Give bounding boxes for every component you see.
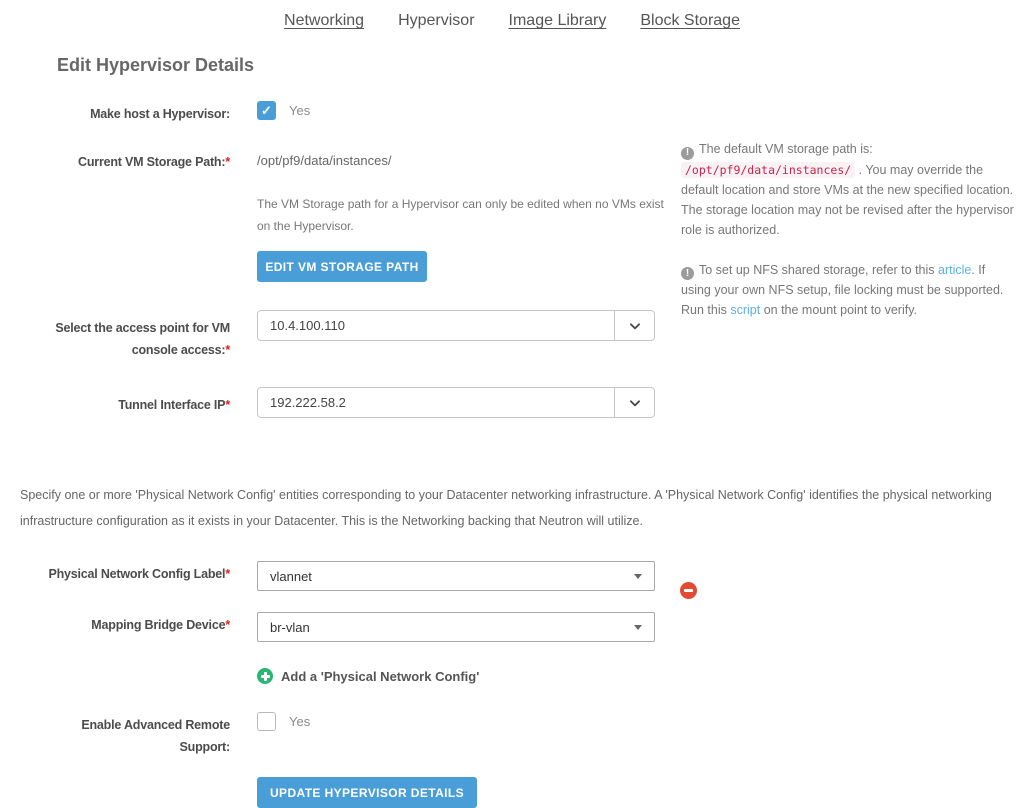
default-path-note-text: The default VM storage path is:	[699, 142, 873, 156]
make-host-checkbox[interactable]	[257, 101, 276, 120]
update-button-row	[257, 777, 1024, 808]
checkmark-icon: ✓	[261, 102, 272, 118]
required-asterisk: *	[225, 155, 230, 169]
top-tab-bar	[0, 0, 1024, 30]
bridge-device-label	[37, 612, 230, 636]
chevron-down-icon	[628, 319, 642, 333]
tunnel-ip-label-text: Tunnel Interface IP	[118, 398, 226, 412]
console-access-label-line2	[37, 339, 230, 361]
console-access-value: 10.4.100.110	[270, 318, 345, 333]
console-access-dropdown[interactable]	[257, 310, 655, 341]
bridge-device-value: br-vlan	[270, 619, 310, 635]
tunnel-ip-dropdown[interactable]	[257, 387, 655, 418]
default-path-code: /opt/pf9/data/instances/	[681, 162, 855, 178]
mapping-bridge-row	[37, 612, 1024, 642]
remote-support-row	[37, 712, 1024, 758]
chevron-down-icon	[628, 396, 642, 410]
default-path-note-rest: . You may override the default location and store VMs at the new specified location. The storage location may not be revised after the hypervisor role is authorized.	[681, 162, 1014, 237]
required-asterisk: *	[225, 398, 230, 412]
tab-networking[interactable]: Networking	[284, 12, 365, 29]
config-label-label	[37, 561, 230, 585]
edit-vm-storage-path-button[interactable]: EDIT VM STORAGE PATH	[257, 251, 427, 282]
article-link[interactable]: article	[938, 262, 972, 277]
storage-path-help: The VM Storage path for a Hypervisor can only be edited when no VMs exist on the Hypervisor.	[257, 197, 664, 233]
required-asterisk: *	[225, 618, 230, 632]
info-icon: !	[681, 147, 694, 160]
nfs-note-text2: . If using your own NFS setup, file locking must be supported. Run this	[681, 262, 1004, 317]
make-host-label: Make host a Hypervisor:	[90, 107, 230, 121]
tunnel-ip-value: 192.222.58.2	[270, 395, 346, 410]
tunnel-ip-row	[37, 387, 1024, 418]
bridge-device-label-text: Mapping Bridge Device	[91, 618, 226, 632]
console-access-label-text: console access:	[131, 343, 226, 357]
network-section-description: Specify one or more 'Physical Network Config' entities corresponding to your Datacenter networking infrastructure. A 'Physical Network Config' identifies the physical networking infrastructure configuration as it exists in your Datacenter. This is the Networking backing that Neutron will utilize.	[20, 488, 992, 528]
storage-path-label	[37, 151, 230, 173]
remote-support-label-line1: Enable Advanced Remote	[81, 718, 230, 732]
bridge-device-select[interactable]	[257, 612, 655, 642]
caret-down-icon	[634, 625, 642, 630]
caret-down-icon	[634, 574, 642, 579]
add-physical-network-config-link[interactable]	[257, 668, 1024, 684]
physical-network-config-row	[37, 561, 1024, 599]
required-asterisk: *	[225, 567, 230, 581]
tab-image-library[interactable]: Image Library	[508, 12, 607, 29]
make-host-checkbox-label: Yes	[289, 103, 311, 118]
nfs-note-text1: To set up NFS shared storage, refer to this	[699, 262, 939, 277]
required-asterisk: *	[225, 343, 230, 357]
tab-hypervisor[interactable]: Hypervisor	[398, 12, 475, 29]
info-icon: !	[681, 267, 694, 280]
console-access-label	[37, 310, 230, 361]
config-label-value: vlannet	[270, 568, 312, 584]
storage-path-value: /opt/pf9/data/instances/	[257, 153, 392, 168]
make-host-row	[37, 101, 1024, 125]
remove-network-config-icon[interactable]	[680, 582, 697, 599]
console-access-dropdown-button[interactable]	[614, 311, 654, 340]
remote-support-checkbox[interactable]	[257, 712, 276, 731]
remote-support-checkbox-label: Yes	[289, 714, 311, 729]
nfs-note-text3: on the mount point to verify.	[760, 303, 918, 317]
add-link-label: Add a 'Physical Network Config'	[281, 668, 480, 684]
remote-support-label	[37, 712, 230, 758]
config-label-select[interactable]	[257, 561, 655, 591]
tab-block-storage[interactable]: Block Storage	[640, 12, 740, 29]
plus-icon	[257, 668, 273, 684]
storage-info-panel	[681, 139, 1014, 320]
nfs-note	[681, 260, 1014, 321]
config-label-text: Physical Network Config Label	[48, 567, 226, 581]
default-path-note	[681, 139, 1014, 240]
tunnel-ip-dropdown-button[interactable]	[614, 388, 654, 417]
tunnel-ip-label	[37, 387, 230, 416]
storage-path-label-text: Current VM Storage Path:	[78, 155, 226, 169]
console-access-label-line1: Select the access point for VM	[55, 321, 230, 335]
remote-support-label-line2: Support:	[179, 740, 230, 754]
page-title: Edit Hypervisor Details	[57, 55, 255, 75]
update-hypervisor-details-button[interactable]: UPDATE HYPERVISOR DETAILS	[257, 777, 477, 808]
script-link[interactable]: script	[730, 303, 761, 317]
